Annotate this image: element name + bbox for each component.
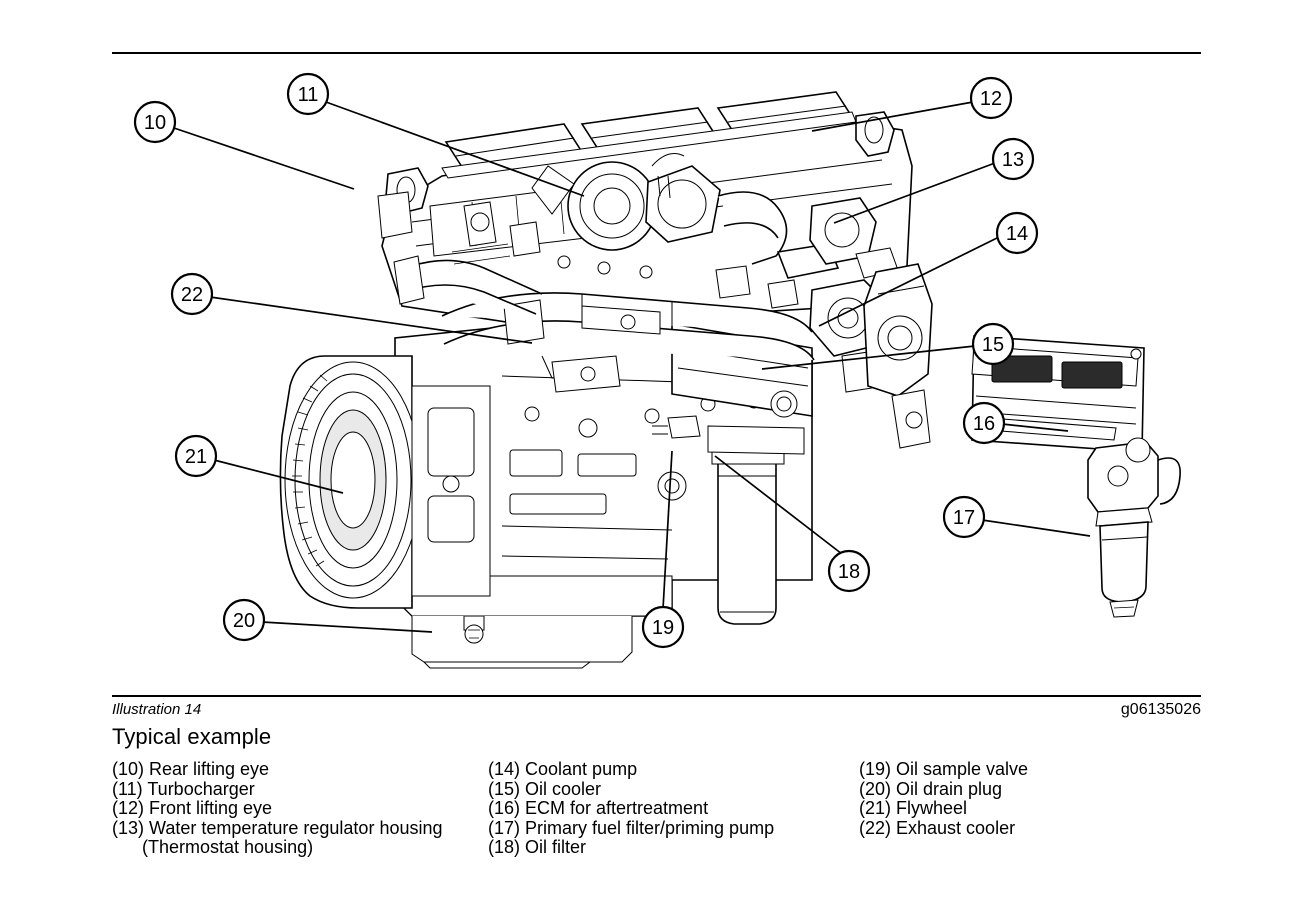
legend-item: (13) Water temperature regulator housing — [112, 817, 443, 838]
legend-item: (14) Coolant pump — [488, 759, 638, 779]
legend-item: (10) Rear lifting eye — [112, 759, 270, 779]
legend-item: (11) Turbocharger — [112, 778, 255, 799]
legend-column-2 — [488, 760, 858, 858]
svg-text:21: 21 — [184, 446, 208, 468]
legend-item: (12) Front lifting eye — [112, 798, 273, 819]
svg-text:15: 15 — [981, 334, 1005, 356]
callout-12 — [971, 78, 1011, 118]
callout-18 — [829, 551, 869, 591]
legend-item: (19) Oil sample valve — [859, 759, 1029, 779]
svg-text:22: 22 — [180, 284, 204, 306]
callout-17 — [944, 497, 984, 537]
legend-item: (15) Oil cooler — [488, 778, 602, 799]
svg-text:11: 11 — [297, 84, 319, 106]
caption-row — [112, 701, 1201, 721]
callout-22 — [172, 274, 212, 314]
svg-text:17: 17 — [952, 507, 976, 529]
svg-text:20: 20 — [232, 610, 256, 632]
legend-item: (18) Oil filter — [488, 837, 587, 858]
fuel-filter-component — [1088, 438, 1180, 617]
legend-item: (17) Primary fuel filter/priming pump — [488, 817, 775, 838]
top-divider — [112, 52, 1201, 54]
callout-20 — [224, 600, 264, 640]
legend-column-3 — [859, 760, 1199, 838]
legend-item: (Thermostat housing) — [112, 837, 314, 858]
callout-11 — [288, 74, 328, 114]
legend-item: (21) Flywheel — [859, 798, 968, 819]
callout-19 — [643, 607, 683, 647]
callout-13 — [993, 139, 1033, 179]
legend-item: (22) Exhaust cooler — [859, 817, 1016, 838]
legend-column-1 — [112, 760, 492, 858]
bottom-divider — [112, 695, 1201, 697]
engine-drawing — [280, 92, 1180, 668]
figure-title: Typical example — [112, 724, 272, 749]
callout-10 — [135, 102, 175, 142]
svg-text:13: 13 — [1001, 149, 1025, 171]
svg-text:10: 10 — [143, 112, 167, 134]
image-id: g06135026 — [1120, 701, 1201, 718]
svg-text:12: 12 — [979, 88, 1003, 110]
svg-text:16: 16 — [972, 413, 996, 435]
svg-text:19: 19 — [651, 617, 675, 639]
engine-illustration — [112, 56, 1201, 692]
illustration-label: Illustration 14 — [112, 701, 202, 718]
callout-15 — [973, 324, 1013, 364]
callout-16 — [964, 403, 1004, 443]
svg-text:18: 18 — [837, 561, 861, 583]
legend-item: (20) Oil drain plug — [859, 778, 1003, 799]
callout-21 — [176, 436, 216, 476]
callout-14 — [997, 213, 1037, 253]
svg-text:14: 14 — [1005, 223, 1029, 245]
legend-item: (16) ECM for aftertreatment — [488, 798, 709, 819]
